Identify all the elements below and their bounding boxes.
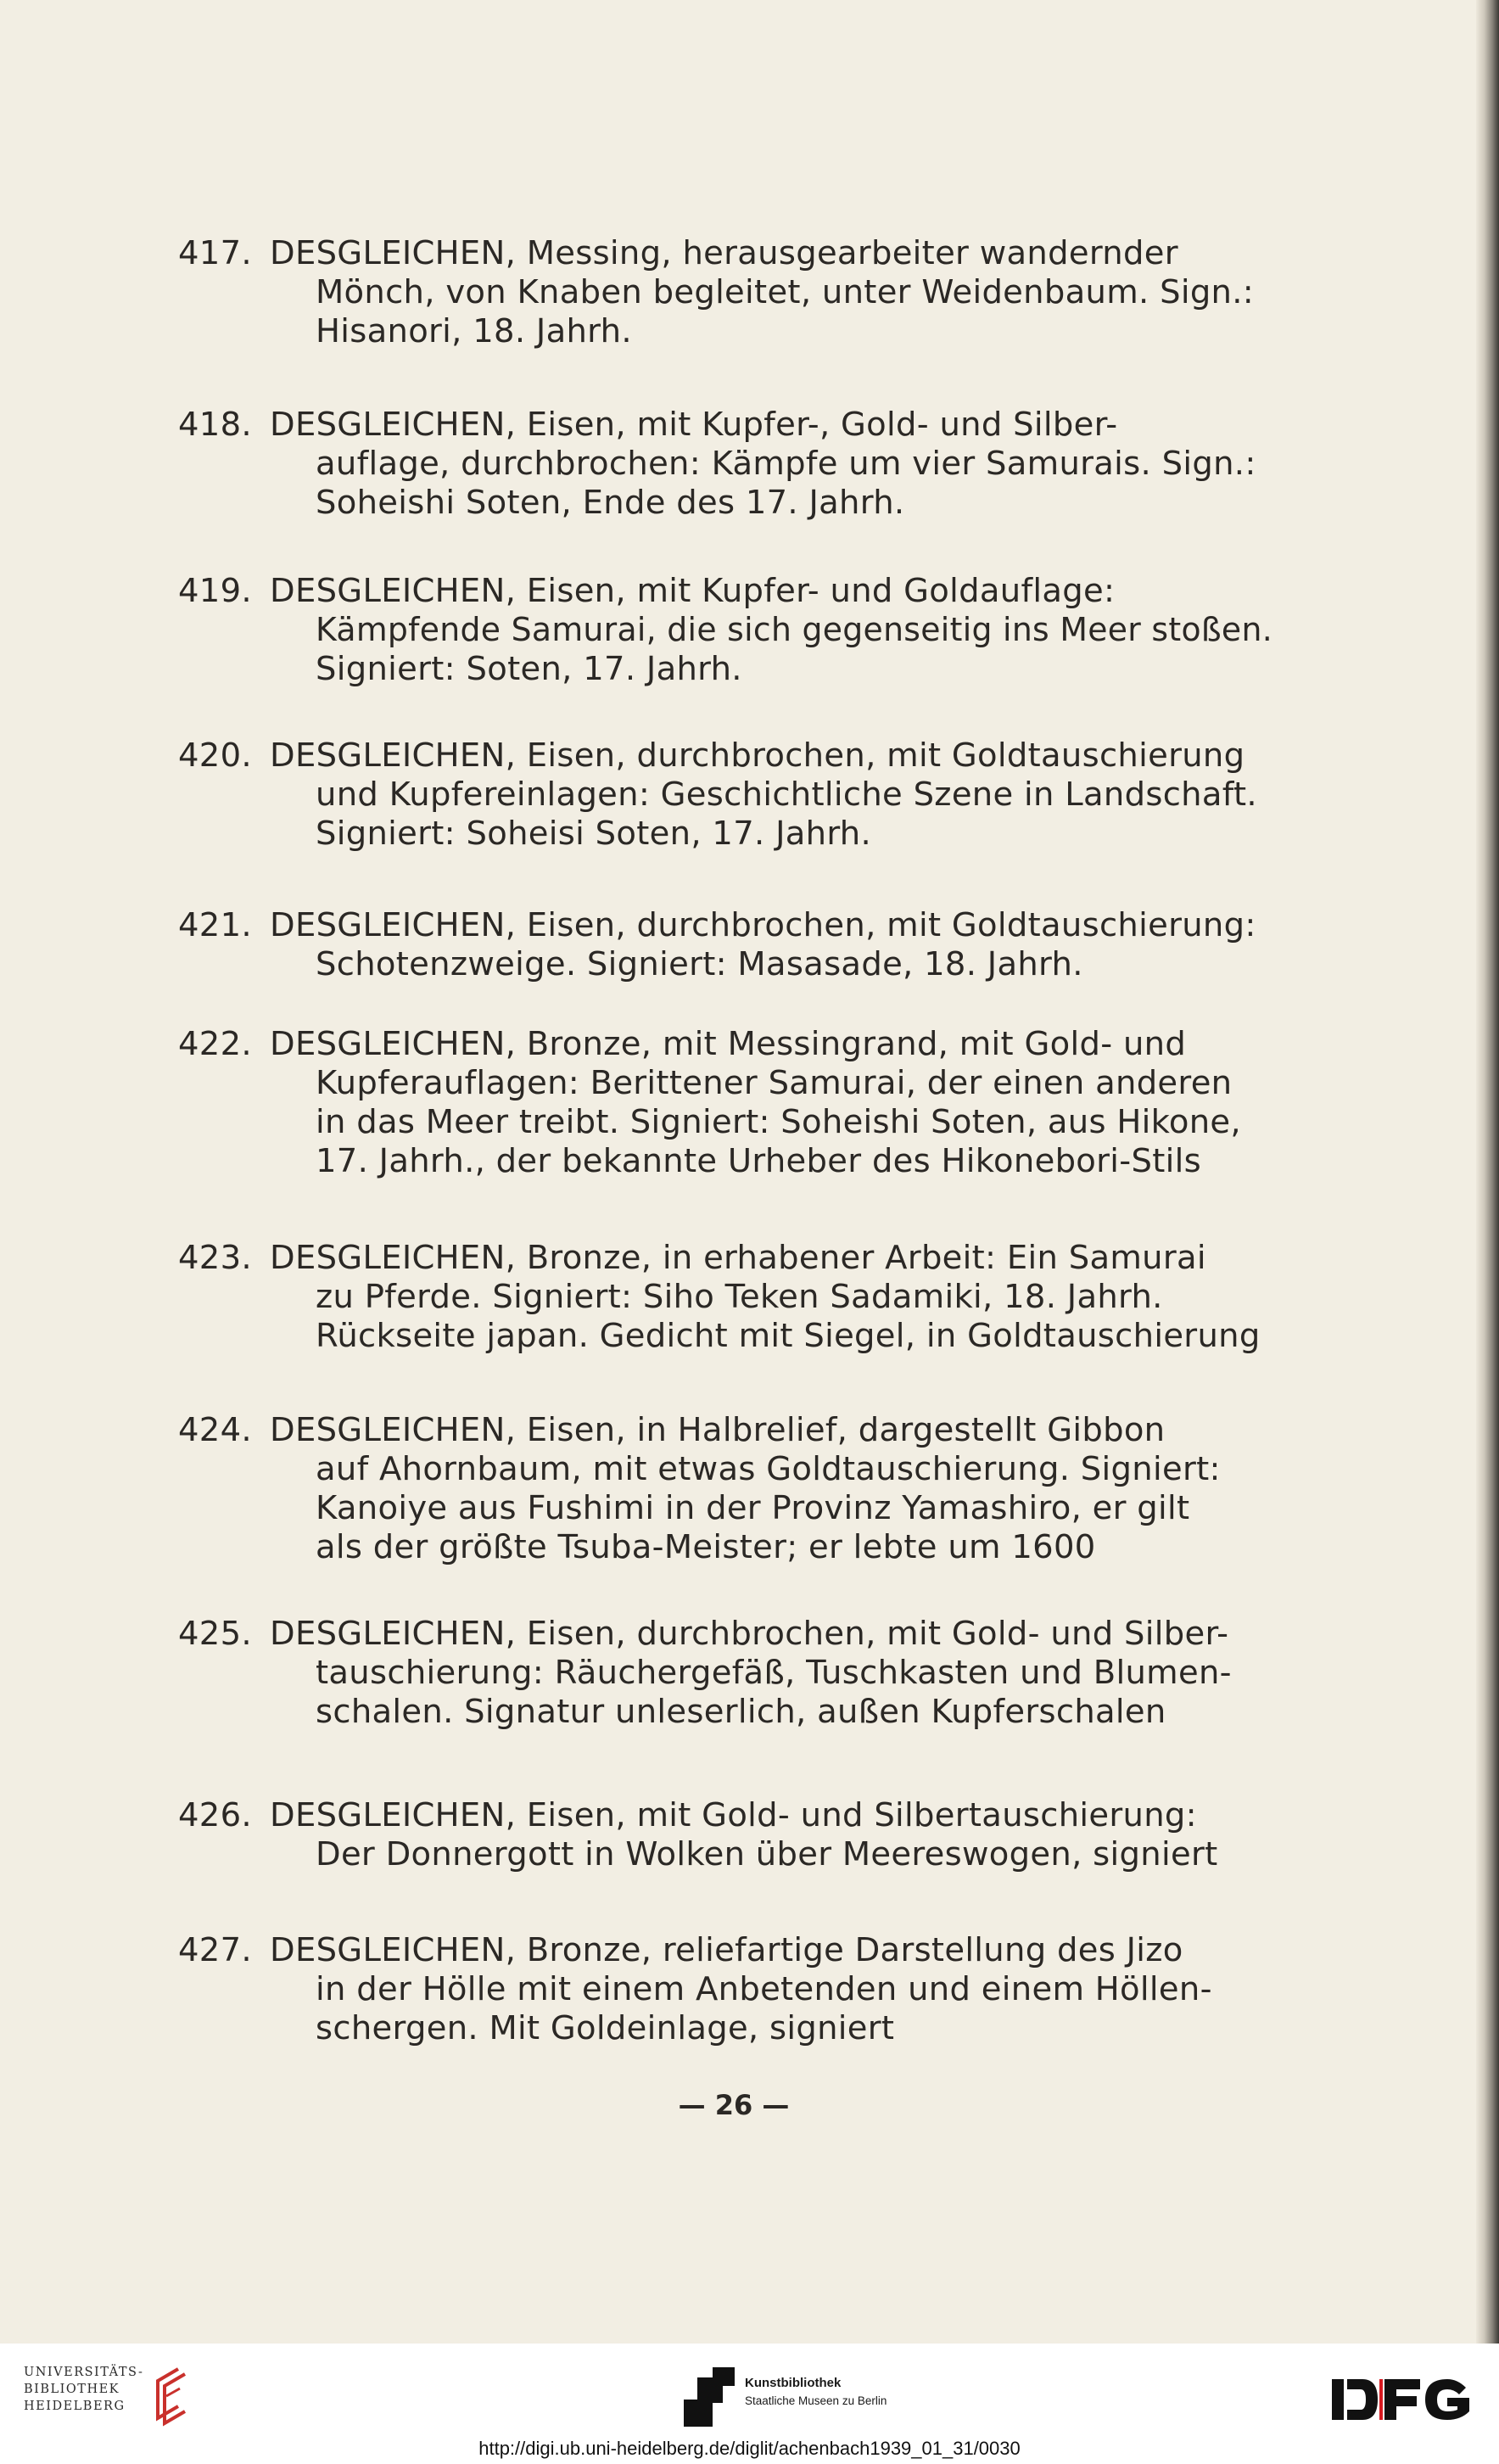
entry-text-line: Signiert: Soten, 17. Jahrh. (316, 650, 742, 688)
catalogue-entry (178, 736, 1272, 854)
entry-number: 424. (178, 1411, 252, 1449)
entry-text-line: DESGLEICHEN, Eisen, durchbrochen, mit Gold- und Silber- (270, 1615, 1229, 1653)
entry-text-line: in das Meer treibt. Signiert: Soheishi Soten, aus Hikone, (316, 1103, 1241, 1141)
kunstbibliothek-logo[interactable] (684, 2367, 904, 2435)
uni-line-1: UNIVERSITÄTS- (24, 2366, 144, 2379)
entry-text-line: Kanoiye aus Fushimi in der Provinz Yamashiro, er gilt (316, 1489, 1190, 1527)
entry-text-line: tauschierung: Räuchergefäß, Tuschkasten und Blumen- (316, 1654, 1232, 1692)
entry-text-line: Rückseite japan. Gedicht mit Siegel, in Goldtauschierung (316, 1317, 1261, 1355)
dfg-logo-icon[interactable] (1328, 2372, 1481, 2427)
entry-text-line: Kämpfende Samurai, die sich gegenseitig ins Meer stoßen. (316, 611, 1272, 649)
entry-number: 420. (178, 736, 252, 775)
catalogue-entry (178, 1615, 1272, 1732)
university-library-logo[interactable] (24, 2362, 185, 2430)
catalogue-entry (178, 1239, 1272, 1356)
entry-number: 417. (178, 234, 252, 272)
page-number: — 26 — (678, 2089, 790, 2121)
page-edge-shadow (1476, 0, 1499, 2344)
entry-text-line: zu Pferde. Signiert: Siho Teken Sadamiki, 18. Jahrh. (316, 1278, 1163, 1316)
catalogue-entry (178, 1796, 1272, 1874)
entry-text-line: DESGLEICHEN, Bronze, reliefartige Darstellung des Jizo (270, 1931, 1183, 1969)
entry-text-line: DESGLEICHEN, Eisen, mit Kupfer-, Gold- und Silber- (270, 406, 1118, 444)
university-emblem-icon (141, 2362, 192, 2430)
entry-number: 425. (178, 1615, 252, 1653)
catalogue-entry (178, 1411, 1272, 1567)
entry-number: 427. (178, 1931, 252, 1969)
entry-number: 422. (178, 1025, 252, 1063)
catalogue-entry (178, 572, 1272, 689)
catalogue-entry (178, 1025, 1272, 1181)
entry-number: 421. (178, 906, 252, 944)
catalogue-entry (178, 234, 1272, 351)
entry-text-line: DESGLEICHEN, Eisen, in Halbrelief, dargestellt Gibbon (270, 1411, 1166, 1449)
footer (0, 2344, 1499, 2464)
entry-text-line: DESGLEICHEN, Eisen, mit Gold- und Silbertauschierung: (270, 1796, 1197, 1834)
uni-line-3: HEIDELBERG (24, 2400, 126, 2413)
entry-text-line: DESGLEICHEN, Eisen, durchbrochen, mit Goldtauschierung: (270, 906, 1256, 944)
catalogue-entry (178, 1931, 1272, 2048)
entry-text-line: Schotenzweige. Signiert: Masasade, 18. Jahrh. (316, 945, 1083, 983)
entry-text-line: in der Hölle mit einem Anbetenden und einem Höllen- (316, 1970, 1212, 2008)
entry-number: 419. (178, 572, 252, 610)
entry-text-line: Kupferauflagen: Berittener Samurai, der einen anderen (316, 1064, 1233, 1102)
entry-text-line: DESGLEICHEN, Eisen, mit Kupfer- und Goldauflage: (270, 572, 1116, 610)
entry-text-line: schalen. Signatur unleserlich, außen Kupferschalen (316, 1693, 1166, 1731)
entry-text-line: DESGLEICHEN, Eisen, durchbrochen, mit Goldtauschierung (270, 736, 1245, 775)
kunstbibliothek-emblem-icon (684, 2367, 736, 2427)
kunstbibliothek-title: Kunstbibliothek (745, 2376, 842, 2390)
entry-text-line: Signiert: Soheisi Soten, 17. Jahrh. (316, 815, 872, 853)
entry-text-line: auf Ahornbaum, mit etwas Goldtauschierung. Signiert: (316, 1450, 1221, 1488)
entry-text-line: DESGLEICHEN, Bronze, mit Messingrand, mit Gold- und (270, 1025, 1187, 1063)
entry-text-line: DESGLEICHEN, Messing, herausgearbeiter wandernder (270, 234, 1178, 272)
entry-text-line: 17. Jahrh., der bekannte Urheber des Hikonebori-Stils (316, 1142, 1201, 1180)
document-url-link[interactable]: http://digi.ub.uni-heidelberg.de/diglit/achenbach1939_01_31/0030 (478, 2438, 1021, 2459)
entry-number: 418. (178, 406, 252, 444)
entry-text-line: auflage, durchbrochen: Kämpfe um vier Samurais. Sign.: (316, 445, 1256, 483)
uni-line-2: BIBLIOTHEK (24, 2383, 120, 2396)
catalogue-entry (178, 906, 1272, 984)
entry-text-line: und Kupfereinlagen: Geschichtliche Szene in Landschaft. (316, 776, 1257, 814)
entry-text-line: als der größte Tsuba-Meister; er lebte um 1600 (316, 1528, 1096, 1566)
entry-number: 423. (178, 1239, 252, 1277)
catalogue-entry (178, 406, 1272, 523)
entry-text-line: DESGLEICHEN, Bronze, in erhabener Arbeit: Ein Samurai (270, 1239, 1206, 1277)
entry-text-line: Mönch, von Knaben begleitet, unter Weidenbaum. Sign.: (316, 273, 1255, 311)
entry-text-line: Soheishi Soten, Ende des 17. Jahrh. (316, 484, 905, 522)
kunstbibliothek-subtitle: Staatliche Museen zu Berlin (745, 2394, 887, 2407)
entry-text-line: schergen. Mit Goldeinlage, signiert (316, 2009, 895, 2047)
entry-text-line: Der Donnergott in Wolken über Meereswogen, signiert (316, 1835, 1218, 1873)
entry-number: 426. (178, 1796, 252, 1834)
entry-text-line: Hisanori, 18. Jahrh. (316, 312, 632, 350)
